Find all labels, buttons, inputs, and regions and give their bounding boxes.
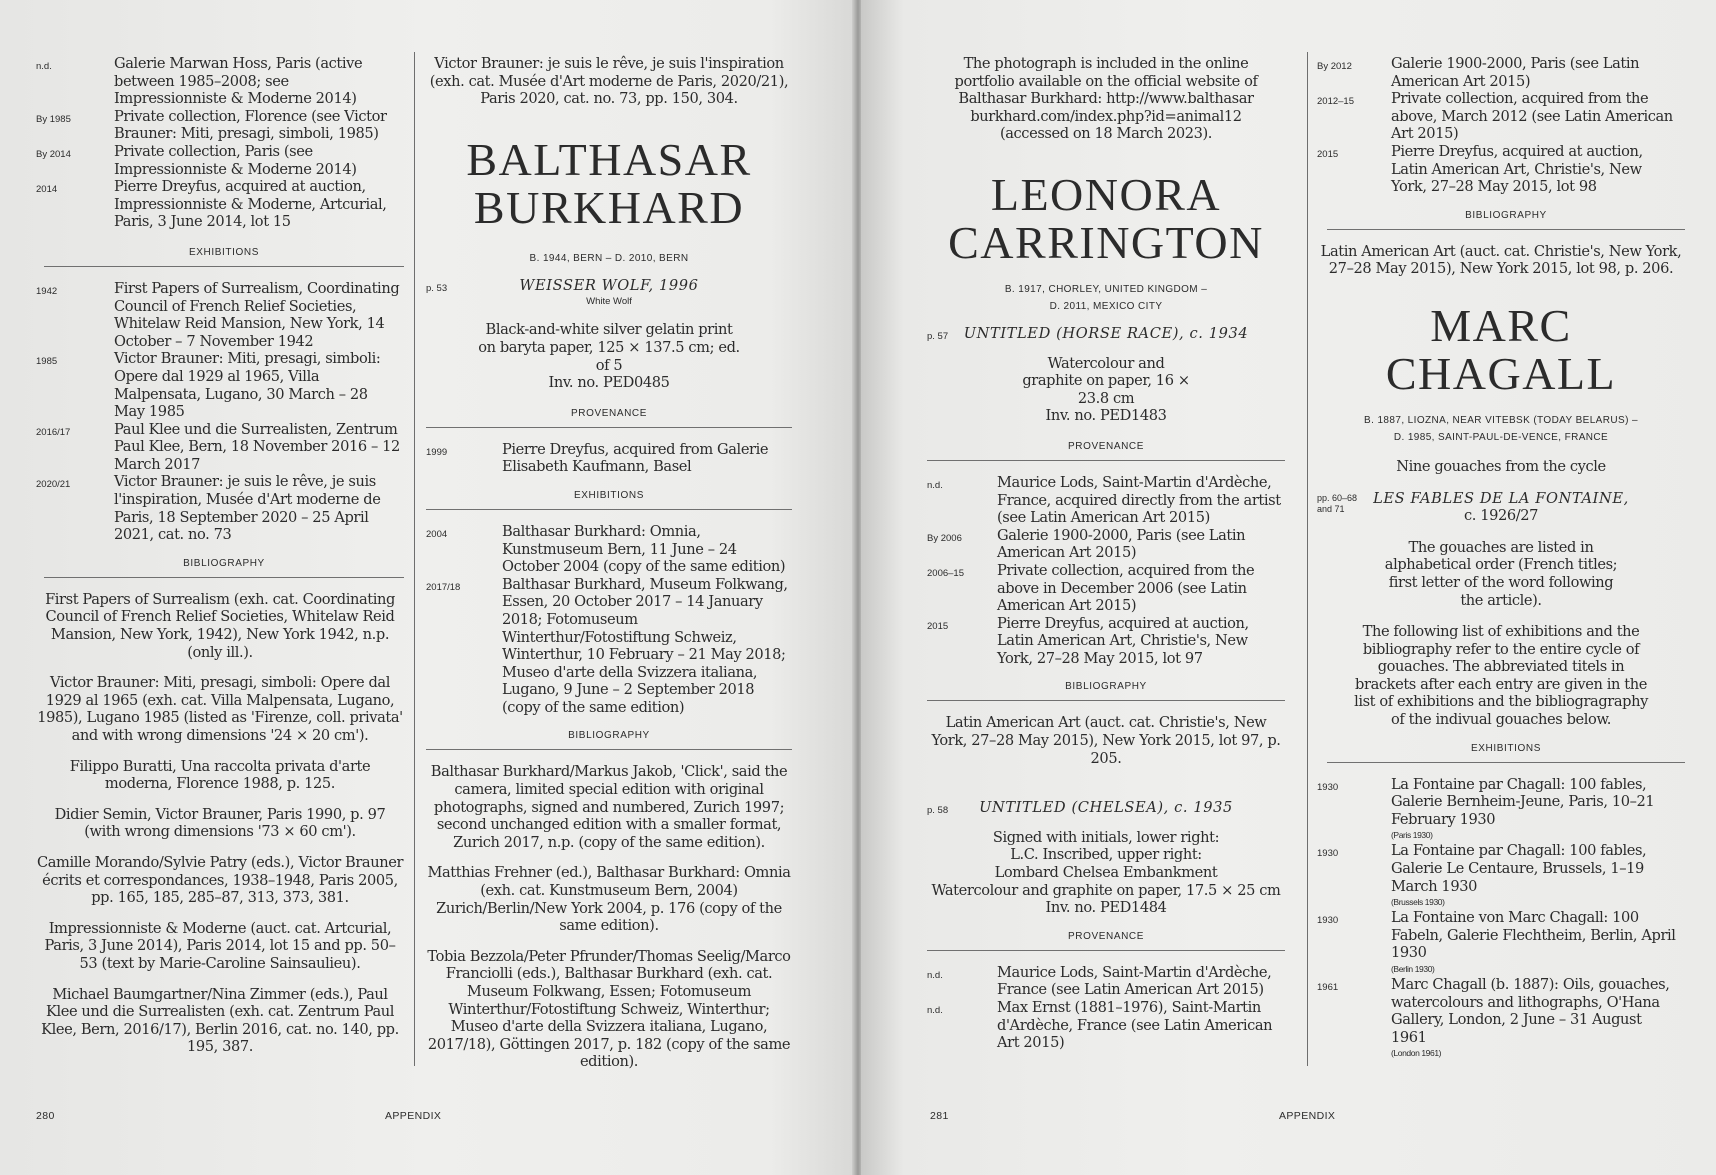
list-item: 1999 Pierre Dreyfus, acquired from Galerie Elisabeth Kaufmann, Basel (426, 440, 769, 476)
provenance-heading: PROVENANCE (426, 408, 792, 428)
provenance-list (927, 964, 1285, 1052)
exhibitions-heading: EXHIBITIONS (44, 247, 404, 267)
left-page (0, 0, 855, 1175)
inventory-number: Inv. no. PED1483 (1045, 407, 1167, 425)
artwork-title: p. 57 UNTITLED (HORSE RACE), c. 1934 (927, 324, 1249, 342)
list-item: Didier Semin, Victor Brauner, Paris 1990, p. 97 (with wrong dimensions '73 × 60 cm'). (54, 805, 386, 841)
artwork-inscription: Signed with initials, lower right: L.C. Inscribed, upper right: Lombard Chelsea Embankment (992, 828, 1220, 882)
provenance-list (36, 55, 404, 231)
running-head: APPENDIX (385, 1110, 442, 1122)
bibliography-heading: BIBLIOGRAPHY (426, 730, 792, 750)
list-item: n.d. Maurice Lods, Saint-Martin d'Ardèche, France, acquired directly from the artist (see Latin American Art 2015) (927, 473, 1281, 527)
list-item: n.d. Galerie Marwan Hoss, Paris (active between 1985–2008; see Impressionniste & Moderne 2014) (36, 55, 363, 108)
list-item: 1930 La Fontaine von Marc Chagall: 100 Fabeln, Galerie Flechtheim, Berlin, April 1930 (Berlin 1930) (1317, 909, 1676, 974)
inventory-number: Inv. no. PED0485 (548, 374, 670, 392)
list-item: 2015 Pierre Dreyfus, acquired at auction, Latin American Art, Christie's, New York, 27–28 May 2015, lot 97 (927, 614, 1249, 667)
exhibitions-list (1317, 776, 1685, 1061)
provenance-heading: PROVENANCE (927, 441, 1285, 461)
provenance-list (1317, 55, 1685, 196)
provenance-list (426, 441, 792, 476)
bibliography-list (36, 591, 404, 1056)
note-text: The following list of exhibitions and the bibliography refer to the entire cycle of gouaches. The abbreviated titels in brackets after each entry are given in the list of exhibitions and the bibliogragraphy of the indivual gouaches below. (1354, 623, 1648, 729)
list-item: Balthasar Burkhard/Markus Jakob, 'Click', said the camera, limited special edition with original photographs, signed and numbered, Zurich 1997; second unchanged edition with a smaller format, Zurich 2017, n.p. (copy of the same edition). (430, 763, 788, 851)
running-head: APPENDIX (1279, 1110, 1336, 1122)
bibliography-heading: BIBLIOGRAPHY (927, 681, 1285, 701)
artwork-title: pp. 60–68 and 71 LES FABLES DE LA FONTAINE, c. 1926/27 (1317, 489, 1629, 525)
list-item: Matthias Frehner (ed.), Balthasar Burkhard: Omnia (exh. cat. Kunstmuseum Bern, 2004) Zurich/Berlin/New York 2004, p. 176 (copy of the same edition). (427, 864, 791, 935)
artist-name: MARC CHAGALL (1385, 299, 1617, 399)
list-item: Michael Baumgartner/Nina Zimmer (eds.), Paul Klee und die Surrealisten (exh. cat. Zentrum Paul Klee, Bern, 2016/17), Berlin 2016, cat. no. 140, pp. 195, 387. (41, 985, 399, 1056)
list-item: By 2014 Private collection, Paris (see Impressionniste & Moderne 2014) (36, 142, 357, 178)
list-item: 2016/17 Paul Klee und die Surrealisten, Zentrum Paul Klee, Bern, 18 November 2016 – 12 March 2017 (36, 420, 400, 473)
list-item: 1930 La Fontaine par Chagall: 100 fables, Galerie Le Centaure, Brussels, 1–19 March 1930 (Brussels 1930) (1317, 842, 1647, 908)
note-text: The photograph is included in the online portfolio available on the official website of Balthasar Burkhard: http://www.balthasar burkhard.com/index.php?id=animal12 (accessed on 18 March 2023). (954, 55, 1258, 143)
bibliography-list (426, 763, 792, 1071)
note-text: The gouaches are listed in alphabetical order (French titles; first letter of the word following the article). (1384, 538, 1618, 609)
artist-name: BALTHASAR BURKHARD (466, 133, 752, 233)
list-item: Impressionniste & Moderne (auct. cat. Artcurial, Paris, 3 June 2014), Paris 2014, lot 15 and pp. 50–53 (text by Marie-Caroline Sainsaulieu). (44, 919, 396, 972)
provenance-list (927, 474, 1285, 668)
exhibitions-list (36, 280, 404, 544)
list-item: 1930 La Fontaine par Chagall: 100 fables, Galerie Bernheim-Jeune, Paris, 10–21 February 1930 (Paris 1930) (1317, 775, 1655, 841)
list-item: 1942 First Papers of Surrealism, Coordinating Council of French Relief Societies, Whitelaw Reid Mansion, New York, 14 October – 7 November 1942 (36, 279, 400, 350)
bibliography-heading: BIBLIOGRAPHY (1327, 210, 1685, 230)
list-item: Victor Brauner: Miti, presagi, simboli: Opere dal 1929 al 1965 (exh. cat. Villa Malpensata, Lugano, 1985), Lugano 1985 (listed as 'Firenze, coll. privata' and with wrong dimensions '24 × 20 cm'). (37, 674, 403, 744)
list-item: Filippo Buratti, Una raccolta privata d'arte moderna, Florence 1988, p. 125. (69, 757, 371, 793)
artwork-title: p. 53 WEISSER WOLF, 1996 (426, 276, 699, 294)
artist-bio: B. 1917, CHORLEY, UNITED KINGDOM – D. 2011, MEXICO CITY (1004, 283, 1208, 312)
right-col-2 (1317, 55, 1685, 1060)
list-item: By 2012 Galerie 1900-2000, Paris (see Latin American Art 2015) (1317, 55, 1640, 90)
exhibitions-heading: EXHIBITIONS (1327, 743, 1685, 763)
bibliography-continued: Victor Brauner: je suis le rêve, je suis l'inspiration (exh. cat. Musée d'Art moderne de Paris, 2020/21), Paris 2020, cat. no. 73, pp. 150, 304. (429, 55, 789, 108)
list-item: 2006–15 Private collection, acquired from the above in December 2006 (see Latin American Art 2015) (927, 561, 1255, 615)
list-item: 1985 Victor Brauner: Miti, presagi, simboli: Opere dal 1929 al 1965, Villa Malpensata, Lugano, 30 March – 28 May 1985 (36, 350, 381, 421)
list-item: First Papers of Surrealism (exh. cat. Coordinating Council of French Relief Societies, Whitelaw Reid Mansion, New York, 1942), New York 1942, n.p. (only ill.). (45, 590, 395, 661)
exhibitions-heading: EXHIBITIONS (426, 490, 792, 510)
inventory-number: Inv. no. PED1484 (1045, 899, 1167, 917)
right-col-1 (927, 55, 1285, 1052)
provenance-heading: PROVENANCE (927, 931, 1285, 951)
cycle-intro: Nine gouaches from the cycle (1396, 457, 1606, 475)
artist-bio: B. 1944, BERN – D. 2010, BERN (529, 252, 689, 264)
artwork-medium: Black-and-white silver gelatin print on baryta paper, 125 × 137.5 cm; ed. of 5 (478, 321, 740, 374)
column-divider (1307, 52, 1308, 1066)
exhibitions-list (426, 523, 792, 717)
page-number: 280 (36, 1110, 55, 1122)
list-item: By 2006 Galerie 1900-2000, Paris (see Latin American Art 2015) (927, 526, 1246, 562)
page-number: 281 (930, 1110, 949, 1122)
bibliography-heading: BIBLIOGRAPHY (44, 558, 404, 578)
list-item: Tobia Bezzola/Peter Pfrunder/Thomas Seelig/Marco Franciolli (eds.), Balthasar Burkhard (exh. cat. Museum Folkwang, Essen; Fotomuseum Winterthur/Fotostiftung Schweiz, Winterthur; Museo d'arte della Svizzera italiana, Lugano, 2017/18), Göttingen 2017, p. 182 (copy of the same edition). (427, 947, 791, 1071)
bibliography-entry: Latin American Art (auct. cat. Christie's, New York, 27–28 May 2015), New York 2015, lot 97, p. 205. (931, 714, 1281, 767)
left-col-2 (426, 55, 792, 1071)
bibliography-entry: Latin American Art (auct. cat. Christie's, New York, 27–28 May 2015), New York 2015, lot 98, p. 206. (1320, 242, 1682, 278)
list-item: 2014 Pierre Dreyfus, acquired at auction, Impressionniste & Moderne, Artcurial, Paris, 3 June 2014, lot 15 (36, 178, 387, 231)
column-divider (414, 52, 415, 1066)
list-item: 2020/21 Victor Brauner: je suis le rêve, je suis l'inspiration, Musée d'Art moderne de Paris, 18 September 2020 – 25 April 2021, cat. no. 73 (36, 473, 381, 544)
list-item: n.d. Max Ernst (1881–1976), Saint-Martin d'Ardèche, France (see Latin American Art 2015) (927, 999, 1273, 1052)
right-page (861, 0, 1716, 1175)
list-item: By 1985 Private collection, Florence (see Victor Brauner: Miti, presagi, simboli, 1985) (36, 107, 387, 143)
artwork-medium: Watercolour and graphite on paper, 16 × 23.8 cm (1022, 354, 1190, 407)
list-item: 2015 Pierre Dreyfus, acquired at auction, Latin American Art, Christie's, New York, 27–28 May 2015, lot 98 (1317, 142, 1643, 196)
artwork-medium: Watercolour and graphite on paper, 17.5 × 25 cm (931, 881, 1281, 899)
artist-name: LEONORA CARRINGTON (948, 168, 1264, 268)
list-item: 2012–15 Private collection, acquired from the above, March 2012 (see Latin American Art 2015) (1317, 90, 1673, 143)
list-item: 2004 Balthasar Burkhard: Omnia, Kunstmuseum Bern, 11 June – 24 October 2004 (copy of the same edition) (426, 522, 786, 576)
list-item: 2017/18 Balthasar Burkhard, Museum Folkwang, Essen, 20 October 2017 – 14 January 2018; Fotomuseum Winterthur/Fotostiftung Schweiz, Winterthur, 10 February – 21 May 2018; Museo d'arte della Svizzera italiana, Lugano, 9 June – 2 September 2018 (copy of the same edition) (426, 575, 788, 716)
left-col-1 (36, 55, 404, 1056)
artwork-subtitle: White Wolf (586, 296, 632, 308)
artist-bio: B. 1887, LIOZNA, NEAR VITEBSK (TODAY BELARUS) – D. 1985, SAINT-PAUL-DE-VENCE, FRANCE (1364, 414, 1638, 443)
artwork-title: p. 58 UNTITLED (CHELSEA), c. 1935 (927, 799, 1233, 817)
list-item: n.d. Maurice Lods, Saint-Martin d'Ardèche, France (see Latin American Art 2015) (927, 963, 1272, 999)
list-item: 1961 Marc Chagall (b. 1887): Oils, gouaches, watercolours and lithographs, O'Hana Gallery, London, 2 June – 31 August 1961 (London 1961) (1317, 976, 1670, 1059)
list-item: Camille Morando/Sylvie Patry (eds.), Victor Brauner écrits et correspondances, 1938–1948, Paris 2005, pp. 165, 185, 285–87, 313, 373, 381. (36, 853, 404, 907)
